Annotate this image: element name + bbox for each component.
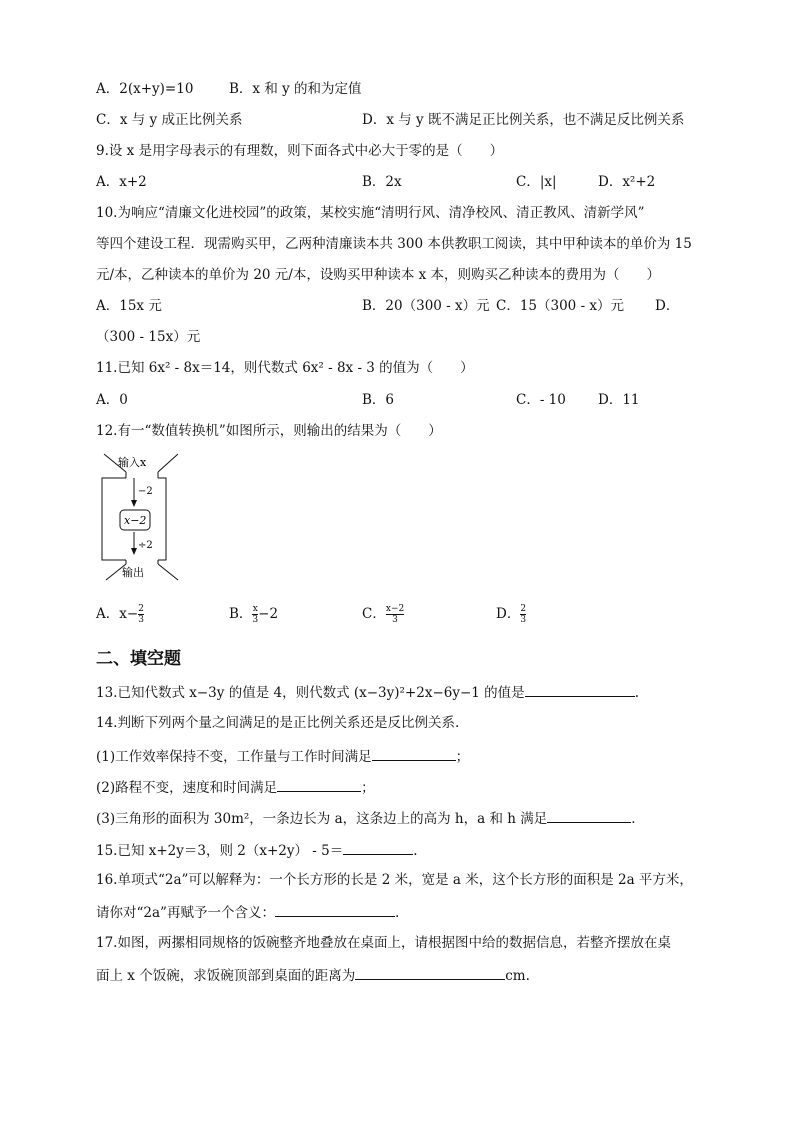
numerator: 2 <box>520 604 527 614</box>
q14-sub1-text: (1)工作效率保持不变，工作量与工作时间满足 <box>96 749 372 765</box>
q12-option-a-prefix: A．x− <box>96 606 139 622</box>
q16-end: . <box>394 905 400 921</box>
answer-blank[interactable] <box>275 902 395 917</box>
q10-line1: 10.为响应“清廉文化进校园”的政策，某校实施“清明行风、清净校风、清正教风、清新学风” <box>96 205 645 221</box>
q12-option-b-suffix: −2 <box>258 606 279 622</box>
q12-option-c-prefix: C． <box>362 606 386 622</box>
q14-stem: 14.判断下列两个量之间满足的是正比例关系还是反比例关系. <box>96 715 460 731</box>
denominator: 3 <box>138 615 144 625</box>
q9-stem: 9.设 x 是用字母表示的有理数，则下面各式中必大于零的是（ ） <box>96 143 504 159</box>
q11-option-b: B．6 <box>362 392 395 408</box>
q14-sub2 <box>96 777 375 797</box>
q13-end: . <box>634 685 639 701</box>
diagram-op-minus-2: −2 <box>138 486 153 497</box>
numerator: 2 <box>138 604 144 614</box>
q8-option-c: C．x 与 y 成正比例关系 <box>96 112 243 128</box>
q11-option-a: A．0 <box>96 392 128 408</box>
q9-option-b: B．2x <box>362 174 402 190</box>
q17-end: cm. <box>505 968 530 984</box>
answer-blank[interactable] <box>372 746 456 761</box>
q14-sub3 <box>96 808 636 828</box>
q10-option-c: C．15（300 - x）元 <box>496 298 625 314</box>
q14-sub3-text: (3)三角形的面积为 30m²，一条边长为 a，这条边上的高为 h，a 和 h 满足 <box>96 811 548 827</box>
fraction <box>520 604 526 625</box>
q12-stem: 12.有一“数值转换机”如图所示，则输出的结果为（ ） <box>96 423 442 439</box>
diagram-box-expr: x−2 <box>124 514 147 527</box>
q9-option-a: A．x+2 <box>96 174 147 190</box>
q11-stem: 11.已知 6x² - 8x＝14，则代数式 6x² - 8x - 3 的值为（ ） <box>96 360 474 376</box>
q15-end: . <box>413 843 418 859</box>
fraction <box>138 604 144 625</box>
q8-option-a: A．2(x+y)=10 <box>96 81 194 97</box>
q9-option-d: D．x²+2 <box>598 174 656 190</box>
q8-option-d: D．x 与 y 既不满足正比例关系，也不满足反比例关系 <box>362 112 685 128</box>
q12-option-d-prefix: D． <box>496 606 521 622</box>
q16-line2 <box>96 902 399 922</box>
fraction <box>386 604 404 625</box>
q10-line3: 元/本，乙种读本的单价为 20 元/本，设购买甲种读本 x 本，则购买乙种读本的费用为（ ） <box>96 267 661 283</box>
denominator: 3 <box>520 615 527 625</box>
q16-text: 请你对“2a”再赋予一个含义： <box>96 905 275 921</box>
diagram-input-label: 输入x <box>118 456 147 469</box>
q12-option-d <box>496 604 526 625</box>
diagram-output-label: 输出 <box>122 566 144 579</box>
denominator: 3 <box>252 615 259 625</box>
q14-sub1 <box>96 746 469 766</box>
numerator: x <box>252 604 258 614</box>
q17-text: 面上 x 个饭碗，求饭碗顶部到桌面的距离为 <box>96 968 356 984</box>
q12-option-c <box>362 604 404 625</box>
q11-option-d: D．11 <box>598 392 640 408</box>
q10-option-d-text: （300 - 15x）元 <box>96 329 201 345</box>
q12-option-a <box>96 604 144 625</box>
q15-text: 15.已知 x+2y＝3，则 2（x+2y） - 5＝ <box>96 843 344 859</box>
q17-line2 <box>96 965 530 985</box>
numerator: x−2 <box>385 604 405 614</box>
q8-option-b: B．x 和 y 的和为定值 <box>229 81 362 97</box>
answer-blank[interactable] <box>525 682 635 697</box>
q13-text: 13.已知代数式 x−3y 的值是 4，则代数式 (x−3y)²+2x−6y−1 的值是 <box>96 685 525 701</box>
q17-line1: 17.如图，两摞相同规格的饭碗整齐地叠放在桌面上，请根据图中给的数据信息，若整齐摆放在桌 <box>96 935 671 951</box>
answer-blank[interactable] <box>547 808 631 823</box>
q10-line2: 等四个建设工程．现需购买甲，乙两种清廉读本共 300 本供教职工阅读，其中甲种读本的单价为 15 <box>96 236 692 252</box>
conversion-machine-diagram <box>96 452 186 584</box>
q13-line <box>96 682 639 702</box>
denominator: 3 <box>392 615 398 625</box>
q12-option-b <box>229 604 278 625</box>
q12-option-b-prefix: B． <box>229 606 253 622</box>
answer-blank[interactable] <box>277 777 361 792</box>
q10-option-b: B．20（300 - x）元 <box>362 298 490 314</box>
section-title: 二、填空题 <box>96 649 181 669</box>
q14-sub1-end: ； <box>455 749 470 765</box>
q9-option-c: C．|x| <box>516 174 557 190</box>
q16-line1: 16.单项式“2a”可以解释为：一个长方形的长是 2 米，宽是 a 米，这个长方形的面积是 2a 平方米， <box>96 872 693 888</box>
q10-option-a: A．15x 元 <box>96 298 162 314</box>
q10-option-d: D． <box>655 298 680 314</box>
diagram-op-divide-2: ÷2 <box>138 540 153 551</box>
q11-option-c: C．- 10 <box>516 392 566 408</box>
answer-blank[interactable] <box>343 840 413 855</box>
q14-sub3-end: . <box>631 811 636 827</box>
q14-sub2-end: ； <box>361 780 375 796</box>
q14-sub2-text: (2)路程不变，速度和时间满足 <box>96 780 278 796</box>
q15-line <box>96 840 418 860</box>
answer-blank[interactable] <box>355 965 505 980</box>
